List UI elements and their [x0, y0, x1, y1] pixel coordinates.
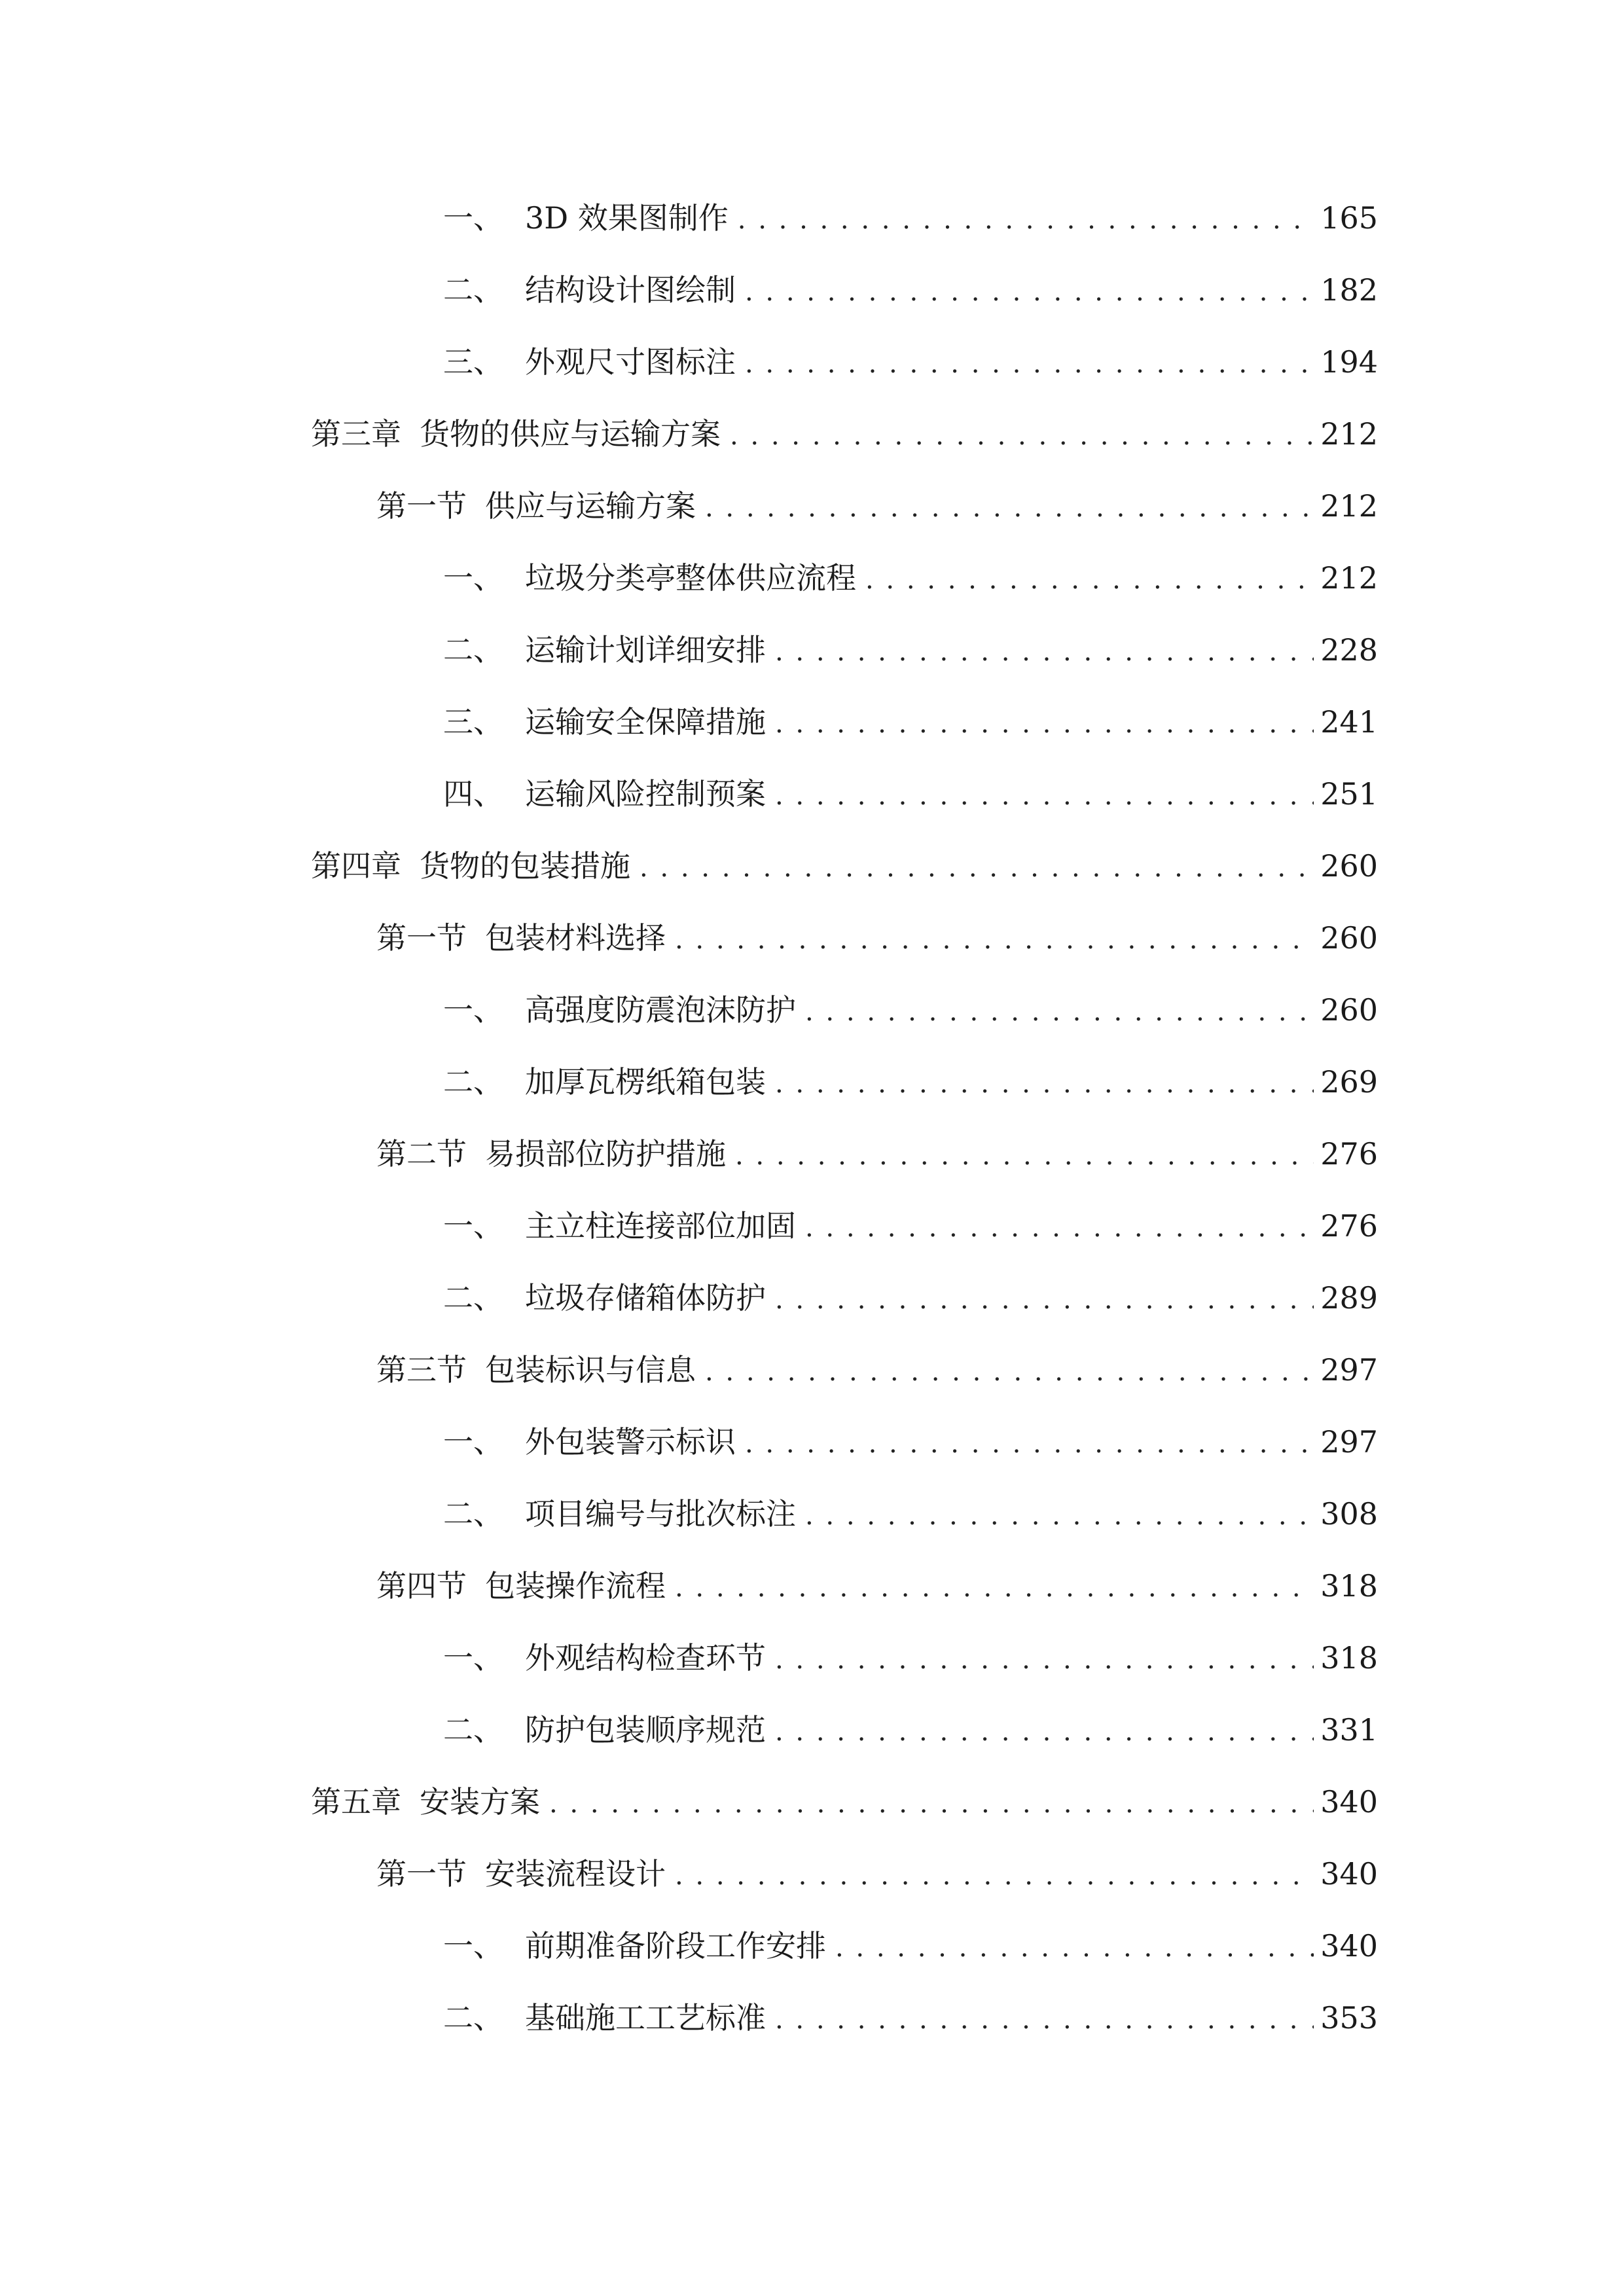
- toc-entry-number: 第一节: [376, 488, 467, 524]
- dot-leader: [738, 197, 1314, 243]
- toc-entry-number: 三、: [443, 344, 503, 380]
- dot-leader: [549, 1781, 1314, 1827]
- toc-entry-page: 297: [1320, 1424, 1378, 1460]
- toc-entry-title: 运输风险控制预案: [525, 776, 766, 812]
- toc-entry-number: 第五章: [311, 1784, 401, 1820]
- toc-entry-number: 四、: [443, 776, 503, 812]
- toc-entry-title: 外观结构检查环节: [525, 1640, 766, 1676]
- toc-entry[interactable]: [443, 1707, 1378, 1753]
- dot-leader: [805, 1205, 1314, 1251]
- toc-entry-page: 165: [1320, 200, 1378, 236]
- toc-entry[interactable]: [311, 843, 1378, 889]
- toc-entry-page: 260: [1320, 992, 1378, 1028]
- toc-entry-title: 安装方案: [420, 1784, 540, 1820]
- toc-entry[interactable]: [443, 1635, 1378, 1681]
- toc-entry[interactable]: [443, 627, 1378, 673]
- toc-entry-page: 260: [1320, 848, 1378, 884]
- toc-entry-page: 241: [1320, 704, 1378, 740]
- toc-entry[interactable]: [443, 555, 1378, 601]
- dot-leader: [775, 1709, 1314, 1755]
- dot-leader: [735, 1133, 1314, 1179]
- toc-entry-title: 结构设计图绘制: [525, 272, 736, 308]
- toc-entry-title: 安装流程设计: [485, 1856, 666, 1892]
- dot-leader: [705, 485, 1314, 531]
- toc-entry[interactable]: [443, 339, 1378, 385]
- dot-leader: [640, 845, 1314, 891]
- toc-entry-number: 三、: [443, 704, 503, 740]
- toc-entry-number: 二、: [443, 272, 503, 308]
- toc-entry-title: 垃圾分类亭整体供应流程: [525, 560, 856, 596]
- toc-entry-title: 供应与运输方案: [485, 488, 696, 524]
- toc-entry-number: 二、: [443, 1064, 503, 1100]
- toc-entry-title: 加厚瓦楞纸箱包装: [525, 1064, 766, 1100]
- dot-leader: [775, 701, 1314, 747]
- toc-entry-page: 308: [1320, 1496, 1378, 1532]
- toc-entry-page: 297: [1320, 1352, 1378, 1388]
- dot-leader: [775, 773, 1314, 819]
- dot-leader: [775, 629, 1314, 675]
- toc-entry-title: 易损部位防护措施: [485, 1136, 726, 1172]
- toc-entry[interactable]: [376, 483, 1378, 529]
- toc-entry[interactable]: [443, 1491, 1378, 1537]
- toc-entry-page: 331: [1320, 1712, 1378, 1748]
- toc-entry-number: 一、: [443, 200, 503, 236]
- toc-entry-page: 318: [1320, 1640, 1378, 1676]
- toc-entry-page: 340: [1320, 1856, 1378, 1892]
- dot-leader: [705, 1349, 1314, 1395]
- toc-entry-page: 212: [1320, 560, 1378, 596]
- toc-entry-title: 基础施工工艺标准: [525, 2000, 766, 2036]
- toc-entry-page: 276: [1320, 1208, 1378, 1244]
- toc-entry-title: 项目编号与批次标注: [525, 1496, 796, 1532]
- toc-entry[interactable]: [443, 1059, 1378, 1105]
- toc-entry-title: 垃圾存储箱体防护: [525, 1280, 766, 1316]
- toc-entry[interactable]: [443, 1203, 1378, 1249]
- toc-entry-title: 高强度防震泡沫防护: [525, 992, 796, 1028]
- toc-entry-title: 运输安全保障措施: [525, 704, 766, 740]
- toc-entry-title: 主立柱连接部位加固: [525, 1208, 796, 1244]
- toc-entry[interactable]: [311, 1779, 1378, 1825]
- toc-entry-number: 第四章: [311, 848, 401, 884]
- toc-entry-title: 包装标识与信息: [485, 1352, 696, 1388]
- toc-entry-number: 第三章: [311, 416, 401, 452]
- toc-entry-title: 包装操作流程: [485, 1568, 666, 1604]
- toc-entry[interactable]: [376, 1347, 1378, 1393]
- toc-entry-page: 212: [1320, 488, 1378, 524]
- dot-leader: [675, 917, 1314, 963]
- toc-entry[interactable]: [443, 195, 1378, 241]
- toc-entry-page: 318: [1320, 1568, 1378, 1604]
- dot-leader: [745, 1421, 1314, 1467]
- toc-entry[interactable]: [311, 411, 1378, 457]
- toc-entry-title: 防护包装顺序规范: [525, 1712, 766, 1748]
- toc-entry[interactable]: [443, 1995, 1378, 2041]
- toc-entry[interactable]: [376, 1851, 1378, 1897]
- toc-entry-title: 前期准备阶段工作安排: [525, 1928, 826, 1964]
- toc-entry-page: 251: [1320, 776, 1378, 812]
- toc-entry-page: 212: [1320, 416, 1378, 452]
- dot-leader: [865, 557, 1314, 603]
- toc-entry-title: 包装材料选择: [485, 920, 666, 956]
- toc-entry-page: 194: [1320, 344, 1378, 380]
- dot-leader: [675, 1565, 1314, 1611]
- toc-entry-number: 一、: [443, 1640, 503, 1676]
- toc-entry[interactable]: [376, 915, 1378, 961]
- toc-entry-number: 一、: [443, 992, 503, 1028]
- toc-entry-page: 228: [1320, 632, 1378, 668]
- toc-entry-number: 二、: [443, 632, 503, 668]
- toc-entry-number: 第三节: [376, 1352, 467, 1388]
- toc-entry-page: 269: [1320, 1064, 1378, 1100]
- toc-entry[interactable]: [443, 771, 1378, 817]
- dot-leader: [775, 1637, 1314, 1683]
- toc-entry-number: 第二节: [376, 1136, 467, 1172]
- toc-entry-page: 340: [1320, 1928, 1378, 1964]
- toc-entry-number: 一、: [443, 1208, 503, 1244]
- toc-entry[interactable]: [443, 1275, 1378, 1321]
- toc-entry-page: 182: [1320, 272, 1378, 308]
- dot-leader: [745, 341, 1314, 387]
- toc-entry-number: 一、: [443, 560, 503, 596]
- toc-entry-page: 340: [1320, 1784, 1378, 1820]
- toc-entry[interactable]: [443, 1923, 1378, 1969]
- toc-entry-title: 货物的供应与运输方案: [420, 416, 721, 452]
- toc-entry[interactable]: [443, 987, 1378, 1033]
- toc-entry-title: 外包装警示标识: [525, 1424, 736, 1460]
- toc-entry[interactable]: [443, 699, 1378, 745]
- toc-entry[interactable]: [443, 267, 1378, 313]
- toc-entry-number: 二、: [443, 1496, 503, 1532]
- dot-leader: [775, 1061, 1314, 1107]
- toc-entry-page: 353: [1320, 2000, 1378, 2036]
- dot-leader: [835, 1925, 1314, 1971]
- dot-leader: [775, 1277, 1314, 1323]
- toc-entry-title: 运输计划详细安排: [525, 632, 766, 668]
- toc-entry-number: 一、: [443, 1928, 503, 1964]
- dot-leader: [730, 413, 1314, 459]
- toc-entry[interactable]: [443, 1419, 1378, 1465]
- toc-entry[interactable]: [376, 1131, 1378, 1177]
- toc-entry-title: 货物的包装措施: [420, 848, 630, 884]
- toc-entry-number: 第一节: [376, 920, 467, 956]
- toc-entry-number: 二、: [443, 1712, 503, 1748]
- toc-entry-number: 二、: [443, 1280, 503, 1316]
- dot-leader: [675, 1853, 1314, 1899]
- toc-entry-number: 一、: [443, 1424, 503, 1460]
- toc-entry-page: 276: [1320, 1136, 1378, 1172]
- toc-entry-number: 第四节: [376, 1568, 467, 1604]
- toc-entry[interactable]: [376, 1563, 1378, 1609]
- dot-leader: [745, 269, 1314, 315]
- toc-entry-page: 289: [1320, 1280, 1378, 1316]
- toc-entry-page: 260: [1320, 920, 1378, 956]
- toc-entry-title: 3D 效果图制作: [525, 200, 729, 236]
- toc-entry-number: 二、: [443, 2000, 503, 2036]
- toc-entry-title: 外观尺寸图标注: [525, 344, 736, 380]
- toc-entry-number: 第一节: [376, 1856, 467, 1892]
- dot-leader: [805, 989, 1314, 1035]
- dot-leader: [775, 1997, 1314, 2043]
- dot-leader: [805, 1493, 1314, 1539]
